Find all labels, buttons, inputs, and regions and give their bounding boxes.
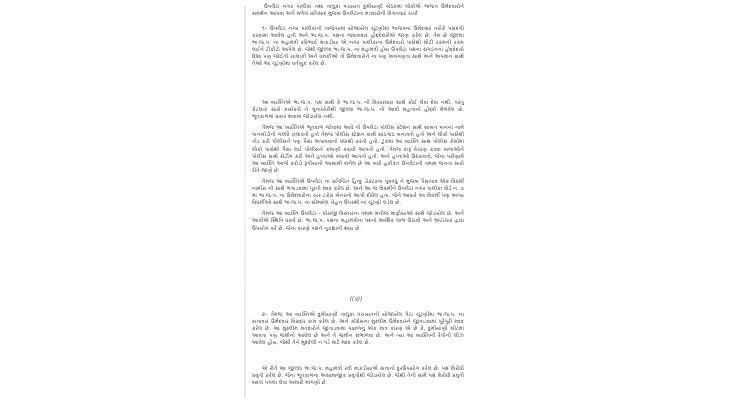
intro-paragraph: ૧– ઉપલેટા નગર પાલીકાની તાજેતરમાં યોજાયેલ ચૂંટણીમાં ભાજપના ઉમેદવાર તરીકે પસંદગી કરવામાં આવેલ હતી અને ભા.જ.પ. પક્ષના જવાબદાર હોદ્દેદારોએ જાણ કરેલ છે. તેમ છે જીલ્લા ભા.જ.પ. ના મહામંત્રી રવિભાઈ માકડીયા એ નગર પાલીકાના ઉમેદવારો પાસેથી મોટી રકમની રકમ લઈને ટીકીટો આપેલ છે. જેથી જીલ્લા ભા.જ.પ. ના મહામંત્રી હોય ઉપલેટા પક્ષના સંગઠનના હોદ્દેદારો દિશા પણ જોઈતી ચાલાકી અને ધમકીઓ તો ઉમેદવારોને ના પણ અવગણતા સાથે અને અપમાન સાથે તેઓ આ ચૂંટણીમાં વર્તણુક કરેલ છે. — [252, 26, 464, 68]
body-paragraph-1: આ વ્યક્તિએ ભા.જ.પ. પક્ષ સાથે કે ભા.જ.પ. ની વિચારધારા સાથે કોઈ લેવા દેવા નથી. પરંતુ કેટલાક સારો કાર્યકરો ને ગુનાખોરીથી જીલ્લા ભા.જ.પ. નો આવી મહત્વનો હોદ્દો મેળવેલ છે. ભૂતકાળમાં પ્રકાર થવામાં જોડાયેલ નથી. — [252, 100, 464, 121]
header-line: ઉપલેટા નગર પાલીકા તથા તાલુકા પંચાયત દુમીયાણી બેઠકમાં લોકોએ ભાજપ ઉમેદવારોને સમર્થન આપવા અંગે મળેલ પ્રતિસાદ મુજબ ઉપલેટાના મતદારોની વિગતવાર ચર્ચા — [252, 4, 464, 18]
second-section-paragraph: ૨– તેમજ આ વ્યક્તિએ દુમીયાણી તાલુકા પંચાયતની યોજાયેલ પેટા ચૂંટણીમા ભા.જ.પ. ના સત્તાવાર ઉમેદવાર વિરુદ્ધ કામ કરેલ છે. અને કોંગ્રેસના મુસ્લીમ ઉમેદવારને જીતાડવામાં પૂરેપૂરી મદદ કરેલ છે. આ મુસ્લીમ મતદારોને જીતાડવામાં પાછળનું એક માત્ર કારણ એ છે કે, દુમીયાણી સીટમાં આવતા પણ જમીનો આવેલ છે અને તે જમીન સંભાળવા છે. અને ત્યાં આ વ્યક્તિની રેતીની લીઝ આવેલ હોય, જેથી તેને મુશ્કેલી ન પડે માટે મદદ કરેલ છે. — [252, 312, 464, 347]
body-section — [252, 100, 464, 233]
page-number-marker: ((૨)) — [349, 296, 363, 303]
intro-section — [252, 26, 464, 69]
document-header — [252, 4, 464, 18]
body-paragraph-2: તેમજ આ વ્યક્તિએ ભૂતકાળ જોવામાં આવે તો ઉપલેટા પોલીસ સ્ટેશન સાથે સાબત પાનના નામે પાનબીડીનો ગલ્લો ચલાવતો હતો તેમજ પોલીસ સ્ટેશન સાથે સાંઠગાંઠ બનાવતો હતો અને લોકો પાસેથી તોડ કરી પોલીસને પણ પૈસા અપાવવાનો ધંધાથી કરતો હતો. ટુંકમાં આ વ્યક્તિ સાથ પોલીસ કેસોમાં લોકો પાસેથી પૈસા લઈ પોલીસને કમાણી કરાવી આપતો હતો. તેમજ દારૂ વેચાણ કરવા વાળાઓને પોલીસ સાથે સેટીંગ કરી અને હપ્તાઓ બંધાવી આપતો હતો. અને હપ્તાઓ ઉઘરાવતો, જેના પરીણામે આ વ્યક્તિ આજે કરોડો રૂપીયાનો આસામી બનેલ છે આ બધી હકીકત ઉપલેટાની તમામ જનતા સારી રીતે જાણે છે. — [252, 125, 464, 174]
closing-section — [252, 366, 464, 387]
second-section — [252, 312, 464, 347]
page-fold-shadow — [244, 6, 246, 398]
body-paragraph-3: તેમજ આ વ્યક્તિએ ઉપલેટા ના પ્રતિષ્ઠિત હિન્દુ ડોક્ટરના પુત્રવધુ ને મુજબ પૈસાપાત્ર એક વિધર્મી નામીરા ની સાથે ભગાડવામાં પૂરતી મદદ કરેલ છે. અને આ જ વિધર્મીને ઉપલેટા નગર પાલીકા વોર્ડ નં. ૭ માં ભા.જ.પ. ના ઉમેદવારોના ચાર ટકેરા બેનરનો આપી દીધેલ હતા. જેને આધારે આ વિધર્મી પણ અન્ય વિધર્મીઓ સાથે ભા.જ.પ. ના સીમ્બોલ ચેહન ઉપરથી ના ચૂંટણી લડેલ છે. — [252, 178, 464, 207]
closing-paragraph: એ રીતે આ જીલ્લા ભા.જ.પ. મહામંત્રી રવી માકડીયાએ સત્તાનો દુરઉપયોગ કરેલ છે. પક્ષ વિરોધી પ્રવૃતી કરેલ છે. જેના ભૂતકાળના અસામાજીક પ્રવૃતીથી જોડાયેલ છે. જેથી તેની સામે પક્ષ વિરોધી પ્રવૃતી બદલ પગલા લેવા અમારી માંગણી છે. — [252, 366, 464, 387]
body-paragraph-4: તેમજ આ વ્યક્તિ ઉપલેટા – ધોરાજી વિસ્તારના તમામ મનીજ માફીયાઓ સાથે જોડાયેલ છે. અને આવીએ સ્થિતિ ધરાવે છે. ભા.જ.પ. પક્ષના મહામંત્રીના પદનો આર્થિક લાભ ઉઠાવી અને ભ્રષ્ટાચાર દ્વારા ઉપયોગ કરે છે. જેના કારણે પક્ષને નુકશાની થાય છે. — [252, 211, 464, 232]
